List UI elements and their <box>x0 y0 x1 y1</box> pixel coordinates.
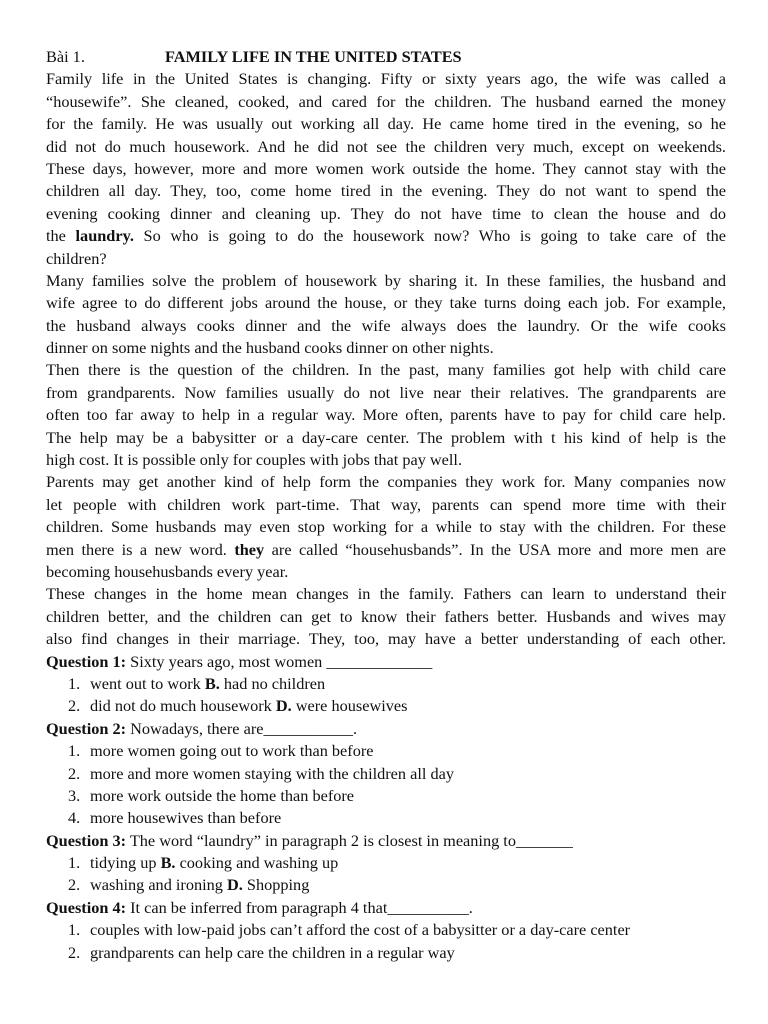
answer-option <box>46 874 726 896</box>
document-page <box>46 46 726 964</box>
passage-line <box>46 449 726 471</box>
text-run: Family life in the United States is changing. Fifty or sixty years ago, the wife was called a <box>46 69 726 89</box>
passage-line <box>46 494 726 516</box>
passage-line <box>46 292 726 314</box>
option-number: 1. <box>68 673 81 693</box>
answer-option <box>46 919 726 941</box>
text-run: cooking and washing up <box>175 853 339 873</box>
header-row <box>46 46 726 68</box>
answer-option <box>46 695 726 717</box>
option-number: 1. <box>68 741 81 761</box>
bold-text-run: D. <box>275 696 292 716</box>
question-label: Question 4: <box>46 897 127 917</box>
text-run: also find changes in their marriage. They, too, may have a better understanding of each other. <box>46 629 726 649</box>
option-number: 1. <box>68 853 81 873</box>
passage-line <box>46 337 726 359</box>
passage-line <box>46 158 726 180</box>
option-number: 2. <box>68 696 81 716</box>
question-prompt: It can be inferred from paragraph 4 that__________. <box>126 897 473 917</box>
text-run: the husband always cooks dinner and the wife always does the laundry. Or the wife cooks <box>46 315 726 335</box>
option-number: 3. <box>68 785 81 805</box>
text-run: Many families solve the problem of housework by sharing it. In these families, the husband and <box>46 270 726 290</box>
answer-option <box>46 942 726 964</box>
question-stem <box>46 897 726 919</box>
passage-line <box>46 68 726 90</box>
passage-line <box>46 180 726 202</box>
passage-line <box>46 583 726 605</box>
text-run: “housewife”. She cleaned, cooked, and cared for the children. The husband earned the money <box>46 91 726 111</box>
question-prompt: Nowadays, there are___________. <box>126 718 358 738</box>
passage-line <box>46 628 726 650</box>
text-run: children? <box>46 248 107 268</box>
text-run: couples with low-paid jobs can’t afford the cost of a babysitter or a day-care center <box>90 920 631 940</box>
passage-line <box>46 516 726 538</box>
question-prompt: The word “laundry” in paragraph 2 is closest in meaning to_______ <box>126 830 573 850</box>
answer-option <box>46 807 726 829</box>
text-run: These days, however, more and more women work outside the home. They cannot stay with the <box>46 158 726 178</box>
question-stem <box>46 830 726 852</box>
question-prompt: Sixty years ago, most women _____________ <box>126 651 433 671</box>
answer-option <box>46 740 726 762</box>
text-run: Parents may get another kind of help form the companies they work for. Many companies now <box>46 472 726 492</box>
passage-line <box>46 382 726 404</box>
bold-text-run: B. <box>204 673 220 693</box>
text-run: The help may be a babysitter or a day-care center. The problem with t his kind of help is the <box>46 427 726 447</box>
bold-text-run: they <box>234 539 265 559</box>
text-run: did not do much housework <box>90 696 276 716</box>
passage-line <box>46 539 726 561</box>
passage-line <box>46 113 726 135</box>
text-run: children all day. They, too, come home tired in the evening. They do not want to spend the <box>46 181 726 201</box>
text-run: evening cooking dinner and cleaning up. They do not have time to clean the house and do <box>46 203 726 223</box>
option-number: 2. <box>68 942 81 962</box>
passage-line <box>46 270 726 292</box>
text-run: were housewives <box>291 696 408 716</box>
text-run: tidying up <box>90 853 161 873</box>
answer-option <box>46 785 726 807</box>
passage-line <box>46 225 726 247</box>
answer-option <box>46 852 726 874</box>
question-label: Question 2: <box>46 718 127 738</box>
passage-line <box>46 136 726 158</box>
passage-line <box>46 91 726 113</box>
text-run: from grandparents. Now families usually do not live near their relatives. The grandparents are <box>46 382 726 402</box>
passage-line <box>46 359 726 381</box>
text-run: becoming househusbands every year. <box>46 561 289 581</box>
question-label: Question 1: <box>46 651 127 671</box>
text-run: So who is going to do the housework now? Who is going to take care of the <box>133 226 726 246</box>
text-run: wife agree to do different jobs around the house, or they take turns doing each job. For example, <box>46 293 726 313</box>
passage-line <box>46 427 726 449</box>
reading-passage <box>46 68 726 650</box>
text-run: often too far away to help in a regular way. More often, parents have to pay for child care help. <box>46 405 726 425</box>
passage-line <box>46 404 726 426</box>
text-run: more housewives than before <box>90 808 282 828</box>
text-run: Then there is the question of the children. In the past, many families got help with child care <box>46 360 726 380</box>
question-label: Question 3: <box>46 830 127 850</box>
option-number: 2. <box>68 875 81 895</box>
text-run: the <box>46 226 76 246</box>
passage-title: FAMILY LIFE IN THE UNITED STATES <box>165 47 462 66</box>
text-run: let people with children work part-time. That way, parents can spend more time with their <box>46 494 726 514</box>
passage-line <box>46 203 726 225</box>
text-run: grandparents can help care the children in a regular way <box>90 942 455 962</box>
text-run: washing and ironing <box>90 875 228 895</box>
text-run: Shopping <box>242 875 310 895</box>
passage-line <box>46 248 726 270</box>
option-number: 4. <box>68 808 81 828</box>
question-stem <box>46 718 726 740</box>
text-run: These changes in the home mean changes in the family. Fathers can learn to understand their <box>46 584 726 604</box>
text-run: children better, and the children can get to know their fathers better. Husbands and wives may <box>46 606 726 626</box>
bold-text-run: laundry. <box>75 226 134 246</box>
text-run: high cost. It is possible only for couples with jobs that pay well. <box>46 450 463 470</box>
passage-line <box>46 606 726 628</box>
answer-option <box>46 763 726 785</box>
text-run: more and more women staying with the children all day <box>90 763 454 783</box>
passage-line <box>46 471 726 493</box>
text-run: more women going out to work than before <box>90 741 374 761</box>
text-run: men there is a new word. <box>46 539 235 559</box>
text-run: for the family. He was usually out working all day. He came home tired in the evening, so he <box>46 114 726 134</box>
bold-text-run: D. <box>227 875 243 895</box>
question-list <box>46 651 726 964</box>
text-run: more work outside the home than before <box>90 785 355 805</box>
passage-line <box>46 561 726 583</box>
text-run: children. Some husbands may even stop working for a while to stay with the children. For these <box>46 517 726 537</box>
text-run: had no children <box>219 673 326 693</box>
question-stem <box>46 651 726 673</box>
option-number: 1. <box>68 920 81 940</box>
passage-line <box>46 315 726 337</box>
answer-option <box>46 673 726 695</box>
text-run: are called “househusbands”. In the USA more and more men are <box>264 539 726 559</box>
text-run: dinner on some nights and the husband cooks dinner on other nights. <box>46 338 494 358</box>
exercise-number: Bài 1. <box>46 47 85 66</box>
text-run: went out to work <box>90 673 205 693</box>
text-run: did not do much housework. And he did not see the children very much, except on weekends. <box>46 136 726 156</box>
option-number: 2. <box>68 763 81 783</box>
bold-text-run: B. <box>160 853 176 873</box>
